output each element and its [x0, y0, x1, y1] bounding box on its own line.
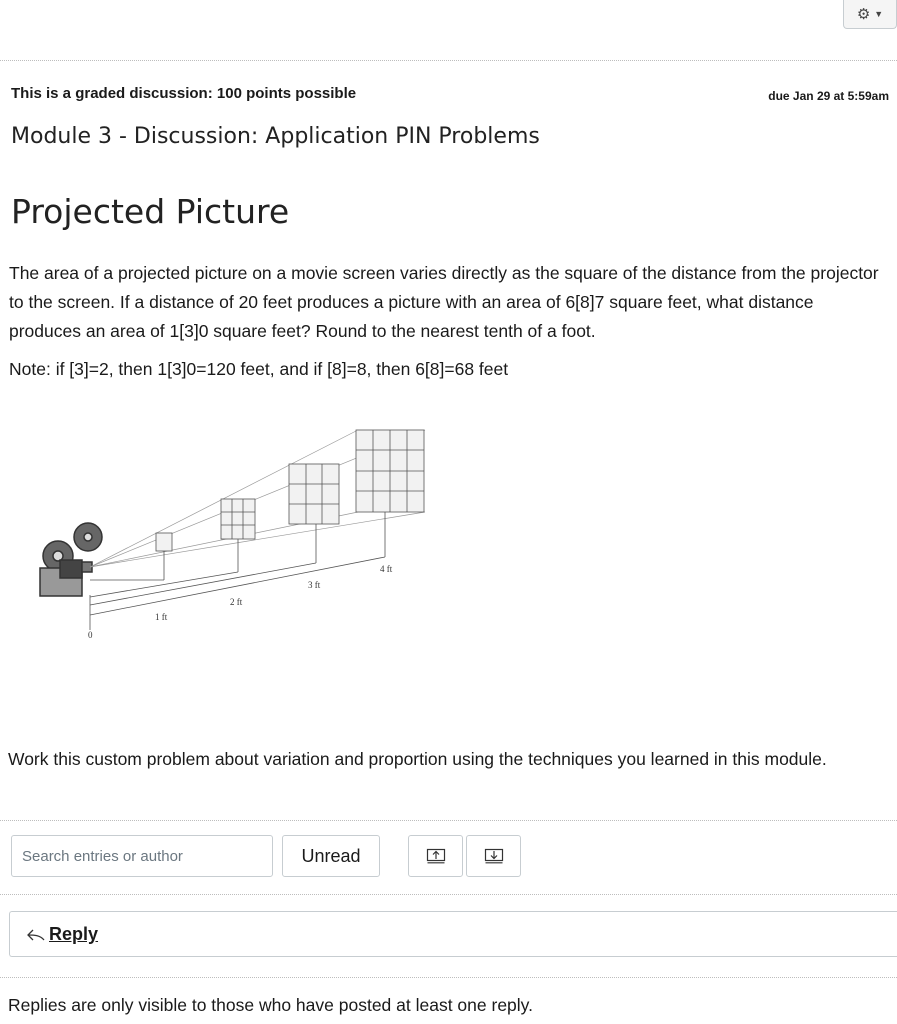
unread-button[interactable] — [282, 835, 380, 877]
arrow-down-box-icon — [484, 848, 504, 864]
toolbar-divider-bottom — [0, 894, 897, 895]
replies-note: Replies are only visible to those who have posted at least one reply. — [8, 995, 533, 1015]
graded-label: This is a graded discussion: 100 points possible — [11, 85, 357, 102]
reply-label: Reply — [49, 924, 99, 944]
unread-label: Unread — [301, 845, 361, 866]
collapse-threads-button[interactable] — [466, 835, 521, 877]
caret-down-icon: ▼ — [874, 9, 884, 19]
toolbar-divider-top — [0, 820, 897, 821]
screen-1ft — [156, 533, 172, 551]
screen-4ft — [356, 430, 424, 512]
instructions-text: Work this custom problem about variation and proportion using the techniques you learned in this module. — [8, 749, 827, 769]
gear-icon: ⚙ — [856, 6, 871, 23]
label-0: 0 — [88, 630, 93, 640]
settings-button[interactable] — [843, 0, 897, 29]
problem-text: The area of a projected picture on a movie screen varies directly as the square of the distance from the projector to the screen. If a distance of 20 feet produces a picture with an area of 6[8]7 square feet, what distance produces an area of 1[3]0 square feet? Round to the nearest tenth of a foot. — [9, 263, 879, 341]
search-input[interactable] — [11, 835, 273, 877]
page-title: Projected Picture — [11, 192, 290, 231]
label-2ft: 2 ft — [230, 597, 243, 607]
due-date: due Jan 29 at 5:59am — [768, 89, 889, 103]
reply-box[interactable] — [9, 911, 897, 957]
label-4ft: 4 ft — [380, 564, 393, 574]
header-divider — [0, 60, 897, 61]
note-text: Note: if [3]=2, then 1[3]0=120 feet, and if [8]=8, then 6[8]=68 feet — [9, 359, 509, 379]
screen-2ft — [221, 499, 255, 539]
reply-button[interactable] — [26, 924, 98, 945]
arrow-up-box-icon — [426, 848, 446, 864]
label-3ft: 3 ft — [308, 580, 321, 590]
label-1ft: 1 ft — [155, 612, 168, 622]
module-title: Module 3 - Discussion: Application PIN Problems — [11, 124, 540, 149]
projector-icon — [40, 523, 102, 596]
screen-3ft — [289, 464, 339, 524]
expand-threads-button[interactable] — [408, 835, 463, 877]
reply-arrow-icon — [26, 928, 46, 942]
projector-diagram — [30, 420, 450, 650]
reply-divider — [0, 977, 897, 978]
